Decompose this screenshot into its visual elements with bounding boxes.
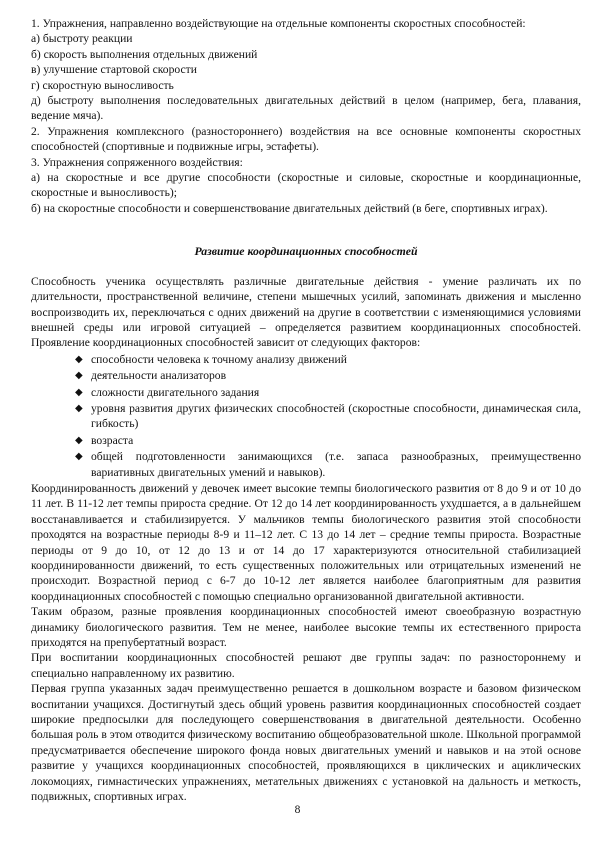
section3-item-b: б) на скоростные способности и совершенствование двигательных действий (в беге, спортивных играх).	[31, 201, 548, 215]
factor-item	[31, 401, 581, 432]
section-heading: Развитие координационных способностей	[194, 244, 418, 259]
factor-item	[31, 385, 581, 400]
body-paragraph: Таким образом, разные проявления координационных способностей имеют своеобразную возрастную динамику биологического развития. Тем не менее, наиболее высокие темпы их естественного прироста приходятся на препубертатный возраст.	[31, 605, 581, 650]
factor-item	[31, 449, 581, 480]
factor-text: способности человека к точному анализу движений	[91, 352, 347, 366]
bullet-icon: ◆	[75, 353, 83, 365]
factor-text: уровня развития других физических способностей (скоростные способности, динамическая сила, гибкость)	[91, 401, 581, 431]
bullet-icon: ◆	[75, 434, 83, 446]
bullet-icon: ◆	[75, 451, 83, 463]
bullet-icon: ◆	[75, 370, 83, 382]
factor-item	[31, 368, 581, 383]
factor-text: сложности двигательного задания	[91, 385, 260, 399]
section1-item-d: г) скоростную выносливость	[31, 78, 174, 92]
factor-text: общей подготовленности занимающихся (т.е. запаса разнообразных, преимущественно вариативных двигательных умений и навыков).	[91, 450, 581, 479]
section2-paragraph: 2. Упражнения комплексного (разностороннего) воздействия на все основные компоненты скоростных способностей (спортивные и подвижные игры, эстафеты).	[31, 124, 581, 154]
section1-item-e: д) быстроту выполнения последовательных двигательных действий в целом (например, бега, плавания, ведение мяча).	[31, 94, 581, 123]
bullet-icon: ◆	[75, 386, 83, 398]
body-paragraph: Координированность движений у девочек имеет высокие темпы биологического развития от 8 до 9 и от 10 до 11 лет. В 11-12 лет темпы прироста средние. От 12 до 14 лет координированность ухудшается, а в дальнейшем восстанавливается и стабилизируется. У мальчиков темпы биологического развития этой способности проходятся на возрастные периоды 8-9 и 11–12 лет. С 13 до 14 лет – средние темпы прироста. Возрастные периоды от 9 до 10, от 12 до 13 и от 14 до 17 характеризуются относительной стабилизацией координированности движений, то есть существенных положительных или отрицательных изменений не происходит. Возрастной период с 6-7 до 10-12 лет является наиболее благоприятным для развития координационных способностей с помощью специально организованной двигательной активности.	[31, 481, 581, 603]
section1-item-b: б) скорость выполнения отдельных движений	[31, 47, 258, 61]
document-page	[31, 16, 581, 805]
section1-intro: 1. Упражнения, направленно воздействующие на отдельные компоненты скоростных способностей:	[31, 17, 526, 30]
section1-item-c: в) улучшение стартовой скорости	[31, 63, 197, 77]
factor-text: деятельности анализаторов	[91, 369, 227, 383]
intro-paragraph: Способность ученика осуществлять различные двигательные действия - умение различать их по длительности, пространственной величине, степени мышечных усилий, запоминать движения и мысленно воспроизводить их, переключаться с одних движений на другие в соответствии с изменяющимися условиями внешней среды или игровой ситуацией – определяется развитием координационных способностей. Проявление координационных способностей зависит от следующих факторов:	[31, 274, 581, 350]
factor-item	[31, 433, 581, 448]
factors-list	[31, 352, 581, 480]
section1-item-a: а) быстроту реакции	[31, 32, 133, 46]
page-number: 8	[294, 804, 301, 816]
body-paragraph: При воспитании координационных способностей решают две группы задач: по разностороннему и специально направленному их развитию.	[31, 651, 581, 680]
bullet-icon: ◆	[75, 402, 83, 414]
section3-item-a: а) на скоростные и все другие способности (скоростные и силовые, скоростные и координационные, скоростные и выносливость);	[31, 171, 581, 200]
factor-item	[31, 352, 581, 367]
factor-text: возраста	[91, 433, 134, 447]
body-paragraph: Первая группа указанных задач преимущественно решается в дошкольном возрасте и базовом физическом воспитании учащихся. Достигнутый здесь общий уровень развития координационных способностей создает широкие предпосылки для последующего совершенствования в двигательной деятельности. Особенно большая роль в этом отводится физическому воспитанию общеобразовательной школе. Школьной программой предусматривается обеспечение широкого фонда новых двигательных умений и навыков и на этой основе развитие у учащихся координационных способностей, проявляющихся в циклических и ациклических локомоциях, гимнастических упражнениях, метательных движениях с установкой на дальность и меткость, подвижных, спортивных играх.	[31, 682, 581, 804]
section3-intro: 3. Упражнения сопряженного воздействия:	[31, 155, 243, 169]
